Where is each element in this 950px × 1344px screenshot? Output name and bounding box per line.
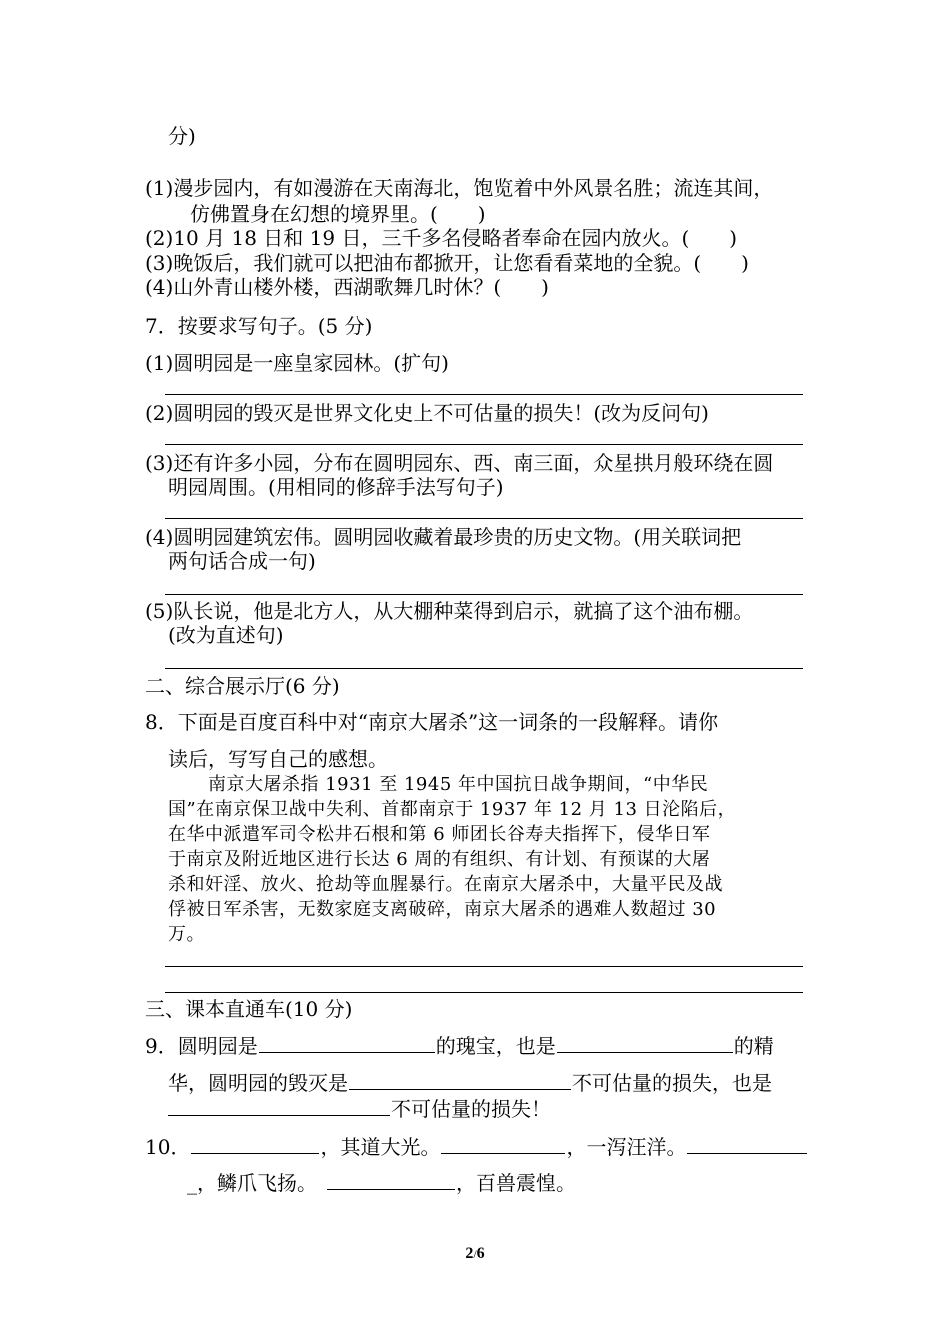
q7-item-4: (4)圆明园建筑宏伟。圆明园收藏着最珍贵的历史文物。(用关联词把 — [145, 525, 742, 549]
answer-line[interactable] — [165, 992, 803, 993]
q7-item-2: (2)圆明园的毁灭是世界文化史上不可估量的损失！(改为反问句) — [145, 401, 709, 425]
answer-line[interactable] — [165, 966, 803, 967]
q9-line-3 — [168, 1096, 551, 1122]
q7-item-5: (5)队长说，他是北方人，从大棚种菜得到启示，就搞了这个油布棚。 — [145, 599, 754, 623]
q6-tail: 分) — [168, 124, 196, 148]
q6-item-4: (4)山外青山楼外楼，西湖歌舞几时休？( ) — [145, 275, 549, 299]
q6-item-2: (2)10 月 18 日和 19 日，三千多名侵略者奉命在园内放火。( ) — [145, 226, 738, 250]
q10-line-2 — [187, 1170, 576, 1196]
section2-title: 二、综合展示厅(6 分) — [145, 674, 340, 698]
q10-text: ，一泻汪洋。 — [566, 1135, 687, 1159]
fill-blank[interactable] — [349, 1088, 571, 1090]
q7-item-1: (1)圆明园是一座皇家园林。(扩句) — [145, 351, 449, 375]
q10-number: 10． — [145, 1135, 191, 1159]
q7-item-3: (3)还有许多小园，分布在圆明园东、西、南三面，众星拱月般环绕在圆 — [145, 451, 774, 475]
fill-blank[interactable] — [259, 1051, 435, 1053]
q9-line-1 — [145, 1033, 774, 1059]
q8-line-1: 8．下面是百度百科中对“南京大屠杀”这一词条的一段解释。请你 — [145, 710, 719, 734]
q9-line-2 — [168, 1070, 772, 1096]
q7-item-5-cont: (改为直述句) — [168, 623, 284, 647]
q9-text: 的瑰宝，也是 — [435, 1034, 556, 1058]
q6-item-3: (3)晚饭后，我们就可以把油布都掀开，让您看看菜地的全貌。( ) — [145, 251, 749, 275]
q8-passage-line: 国”在南京保卫战中失利、首都南京于 1937 年 12 月 13 日沦陷后， — [168, 799, 737, 820]
page-current: 2 — [465, 1245, 474, 1262]
answer-line[interactable] — [165, 394, 803, 395]
page-separator: / — [473, 1247, 477, 1261]
q9-text: 华，圆明园的毁灭是 — [168, 1071, 348, 1095]
answer-line[interactable] — [165, 444, 803, 445]
q7-title: 7．按要求写句子。(5 分) — [145, 314, 373, 338]
q8-passage-line: 在华中派遣军司令松井石根和第 6 师团长谷寿夫指挥下，侵华日军 — [168, 824, 711, 845]
section3-title: 三、课本直通车(10 分) — [145, 997, 353, 1021]
q9-number: 9．圆明园是 — [145, 1034, 258, 1058]
fill-blank[interactable] — [327, 1188, 455, 1190]
answer-line[interactable] — [165, 668, 803, 669]
q10-text: ，百兽震惶。 — [456, 1171, 576, 1195]
q8-line-2: 读后，写写自己的感想。 — [168, 747, 388, 771]
q8-passage-line: 于南京及附近地区进行长达 6 周的有组织、有计划、有预谋的大屠 — [168, 849, 711, 870]
q9-text: 的精 — [733, 1034, 774, 1058]
answer-line[interactable] — [165, 518, 803, 519]
answer-line[interactable] — [165, 594, 803, 595]
q10-text: _，鳞爪飞扬。 — [187, 1171, 317, 1195]
q8-passage-line: 南京大屠杀指 1931 至 1945 年中国抗日战争期间，“中华民 — [208, 774, 709, 795]
fill-blank[interactable] — [168, 1114, 390, 1116]
q8-passage-line: 俘被日军杀害，无数家庭支离破碎，南京大屠杀的遇难人数超过 30 — [168, 899, 717, 920]
page-number — [0, 1245, 950, 1263]
page-total: 6 — [476, 1245, 485, 1262]
q10-text: ，其道大光。 — [320, 1135, 441, 1159]
fill-blank[interactable] — [191, 1152, 319, 1154]
q6-item-1: (1)漫步园内，有如漫游在天南海北，饱览着中外风景名胜；流连其间， — [145, 176, 774, 200]
q7-item-4-cont: 两句话合成一句) — [168, 549, 316, 573]
q9-text: 不可估量的损失，也是 — [572, 1071, 772, 1095]
q8-passage-line: 杀和奸淫、放火、抢劫等血腥暴行。在南京大屠杀中，大量平民及战 — [168, 874, 723, 895]
q7-item-3-cont: 明园周围。(用相同的修辞手法写句子) — [168, 475, 504, 499]
q8-passage-line: 万。 — [168, 924, 205, 945]
fill-blank[interactable] — [557, 1051, 733, 1053]
q9-text: 不可估量的损失！ — [391, 1097, 551, 1121]
fill-blank[interactable] — [441, 1152, 565, 1154]
fill-blank[interactable] — [687, 1152, 807, 1154]
q6-item-1-cont: 仿佛置身在幻想的境界里。( ) — [190, 202, 486, 226]
q10-line-1 — [145, 1134, 808, 1160]
